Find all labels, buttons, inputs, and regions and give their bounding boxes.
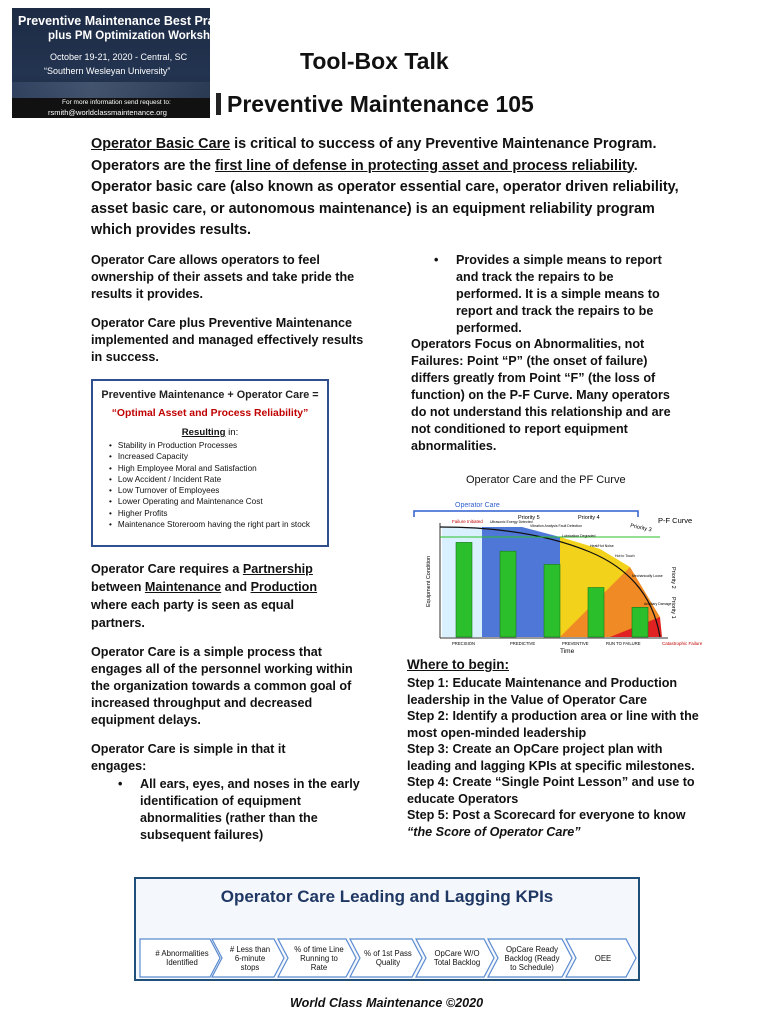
kpi-running-to-rate-label: % of time Line Running to Rate	[294, 944, 344, 972]
step-5-text: Step 5: Post a Scorecard for everyone to know	[407, 808, 686, 822]
intro-paragraph	[91, 134, 691, 242]
left-para-5: Operator Care is simple in that it engages:	[91, 742, 286, 773]
p3-text-g: where each party is seen as equal partners.	[91, 598, 295, 630]
bullet-dot: •	[434, 253, 439, 267]
priority5-label: Priority 5	[518, 515, 540, 521]
priority2-label: Priority 2	[670, 567, 676, 589]
banner-line5: For more information send request to:	[62, 99, 171, 106]
banner-email-link[interactable]: rsmith@worldclassmaintenance.org	[48, 108, 167, 117]
pf-bar	[500, 551, 516, 637]
priority4-label: Priority 4	[578, 515, 600, 521]
pf-bar	[544, 564, 560, 637]
note-vibration: Vibration Analysis Fault Detection	[530, 524, 583, 528]
kpi-abnormalities	[140, 939, 220, 977]
kpi-running-to-rate	[278, 939, 356, 977]
bullet-item-2	[434, 252, 681, 337]
infobox-heading: Preventive Maintenance + Operator Care =	[101, 389, 319, 401]
p3-text-c: between	[91, 580, 145, 594]
where-to-begin-heading: Where to begin:	[407, 657, 509, 672]
p3-maintenance: Maintenance	[144, 580, 222, 594]
kpi-abnormalities-label: # Abnormalities Identified	[155, 949, 209, 967]
workshop-banner	[12, 8, 251, 118]
bullet-dot: •	[118, 777, 123, 791]
note-lubrication: Lubrication Degraded	[562, 534, 596, 538]
step-5-emphasis: “the Score of Operator Care”	[407, 824, 581, 839]
step-4: Step 4: Create “Single Point Lesson” and use to educate Operators	[407, 775, 695, 806]
page-subtitle	[216, 91, 534, 118]
x-label-preventive: PREVENTIVE	[562, 641, 589, 646]
pf-y-label: Equipment Condition	[426, 555, 432, 607]
banner-line3: October 19-21, 2020 - Central, SC	[50, 52, 188, 62]
page-footer: World Class Maintenance ©2020	[290, 996, 484, 1010]
step-2: Step 2: Identify a production area or line with the most open-minded leadership	[407, 709, 699, 740]
right-para-1: Operators Focus on Abnormalities, not Failures: Point “P” (the onset of failure) differs greatly from Point “F” (the loss of function) on the P-F Curve. Many operators do not understand this relationship and are not conditioned to report equipment abnormalities.	[411, 337, 671, 453]
p3-text-a: Operator Care requires a	[91, 562, 243, 576]
steps-list	[407, 675, 707, 840]
infobox-item: • Higher Profits	[109, 508, 321, 519]
banner-line1: Preventive Maintenance Best Practices	[18, 14, 251, 28]
infobox-resulting-suffix: in:	[225, 427, 239, 438]
step-1: Step 1: Educate Maintenance and Production leadership in the Value of Operator Care	[407, 676, 678, 707]
infobox-item: • Lower Operating and Maintenance Cost	[109, 496, 321, 507]
kpi-short-stops-label: # Less than 6-minute stops	[229, 944, 271, 972]
result-infobox	[91, 379, 329, 547]
pf-bar	[632, 607, 648, 637]
banner-line2: plus PM Optimization Workshop	[48, 30, 225, 42]
intro-text-1: is critical to success of any Preventive Maintenance Program. Operators are the	[91, 136, 657, 174]
title-bar	[216, 93, 221, 115]
left-para-1: Operator Care allows operators to feel ownership of their assets and take pride the results it provides.	[91, 253, 355, 301]
pf-x-label: Time	[560, 648, 575, 655]
step-3: Step 3: Create an OpCare project plan with leading and lagging KPIs at specific milestones.	[407, 742, 695, 773]
x-label-predictive: PREDICTIVE	[510, 641, 536, 646]
infobox-resulting	[99, 427, 321, 438]
operator-care-label: Operator Care	[455, 502, 500, 509]
kpi-ready-backlog-label: OpCare Ready Backlog (Ready to Schedule)	[504, 944, 560, 972]
left-para-3	[91, 560, 351, 632]
note-loose: Mechanically Loose	[632, 574, 663, 578]
bullet-text-1: All ears, eyes, and noses in the early identification of equipment abnormalities (rather than the subsequent failures)	[140, 777, 360, 842]
infobox-red-text: “Optimal Asset and Process Reliability”	[111, 408, 309, 419]
p3-production: Production	[250, 580, 318, 594]
note-hot-touch: Hot to Touch	[615, 554, 635, 558]
infobox-item: • Low Accident / Incident Rate	[109, 474, 321, 485]
left-para-4: Operator Care is a simple process that engages all of the personnel working within the organization towards a common goal of increased throughput and decreased equipment delays.	[91, 645, 353, 727]
priority3-label: Priority 3	[629, 523, 653, 534]
banner-line4: “Southern Wesleyan University”	[44, 66, 171, 76]
kpi-total-backlog	[416, 939, 494, 977]
kpi-first-pass	[350, 939, 422, 977]
infobox-list	[109, 440, 321, 530]
pf-chart-title: Operator Care and the PF Curve	[466, 474, 626, 486]
kpi-first-pass-label: % of 1st Pass Quality	[364, 949, 412, 967]
pf-bar	[456, 542, 472, 637]
kpi-ready-backlog	[488, 939, 572, 977]
infobox-item: • High Employee Moral and Satisfaction	[109, 463, 321, 474]
p3-text-e: and	[221, 580, 251, 594]
kpi-total-backlog-label: OpCare W/O Total Backlog	[433, 949, 481, 967]
infobox-item: • Stability in Production Processes	[109, 440, 321, 451]
intro-emphasis: first line of defense in protecting asset and process reliability	[214, 157, 634, 174]
x-label-run-to-failure: RUN TO FAILURE	[606, 641, 641, 646]
catastrophic-label: Catastrophic Failure	[662, 641, 703, 646]
page-title: Tool-Box Talk	[300, 48, 449, 74]
infobox-item: • Increased Capacity	[109, 451, 321, 462]
note-ultrasonic: Ultrasonic Energy Detected	[490, 520, 533, 524]
banner-image-stripe	[12, 82, 210, 98]
priority1-label: Priority 1	[670, 597, 676, 619]
kpi-box	[134, 877, 640, 981]
pf-curve-chart	[410, 497, 702, 657]
bullet-item-1	[118, 776, 370, 844]
kpi-short-stops	[212, 939, 284, 977]
pf-curve-label: P-F Curve	[658, 516, 693, 525]
x-label-precision: PRECISION	[452, 641, 476, 646]
pf-bar	[588, 588, 604, 638]
infobox-item: • Maintenance Storeroom having the right part in stock	[109, 519, 321, 530]
kpi-oee-label: OEE	[594, 953, 612, 963]
page-subtitle-text: Preventive Maintenance 105	[227, 91, 534, 117]
infobox-resulting-label: Resulting	[181, 427, 226, 438]
intro-term: Operator Basic Care	[91, 136, 231, 152]
step-5	[407, 807, 707, 840]
intro-text-2: . Operator basic care (also known as operator essential care, operator driven reliability, asset basic care, or autonomous maintenance) is an equipment reliability program which provides results.	[91, 157, 679, 238]
failure-initiated-label: Failure Initiated	[452, 519, 483, 524]
note-ancillary: Ancillary Damage	[644, 602, 672, 606]
note-heat: Heat/Hot Noise	[590, 544, 614, 548]
infobox-item: • Low Turnover of Employees	[109, 485, 321, 496]
left-para-2: Operator Care plus Preventive Maintenance implemented and managed effectively results in success.	[91, 316, 364, 364]
bullet-text-2: Provides a simple means to report and track the repairs to be performed. It is a simple means to report and track the repairs to be performed.	[456, 253, 662, 335]
kpi-oee	[566, 939, 636, 977]
kpi-heading: Operator Care Leading and Lagging KPIs	[220, 887, 554, 906]
p3-partnership: Partnership	[242, 562, 313, 576]
